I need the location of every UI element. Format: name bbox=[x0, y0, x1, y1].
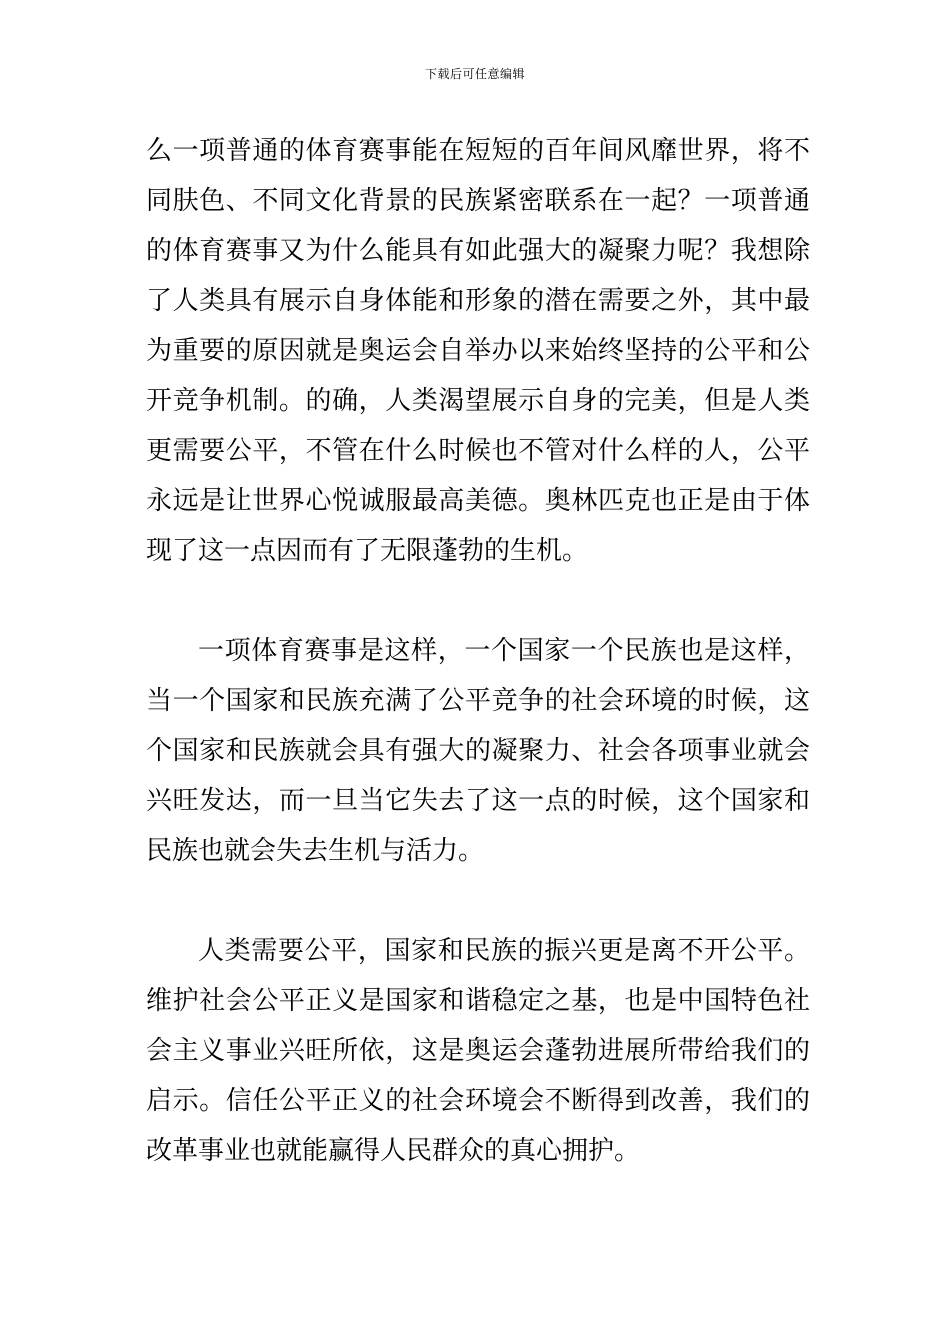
paragraph-1: 么一项普通的体育赛事能在短短的百年间风靡世界，将不同肤色、不同文化背景的民族紧密联系在一起？一项普通的体育赛事又为什么能具有如此强大的凝聚力呢？我想除了人类具有展示自身体能和形象的潜在需要之外，其中最为重要的原因就是奥运会自举办以来始终坚持的公平和公开竞争机制。的确，人类渴望展示自身的完美，但是人类更需要公平，不管在什么时候也不管对什么样的人，公平永远是让世界心悦诚服最高美德。奥林匹克也正是由于体现了这一点因而有了无限蓬勃的生机。 bbox=[146, 136, 810, 566]
paragraph-2: 一项体育赛事是这样，一个国家一个民族也是这样，当一个国家和民族充满了公平竞争的社会环境的时候，这个国家和民族就会具有强大的凝聚力、社会各项事业就会兴旺发达，而一旦当它失去了这一点的时候，这个国家和民族也就会失去生机与活力。 bbox=[146, 636, 810, 866]
page-header: 下载后可任意编辑 bbox=[424, 67, 525, 81]
document-body bbox=[146, 126, 810, 1176]
paragraph-spacer bbox=[146, 876, 810, 926]
paragraph-spacer bbox=[146, 576, 810, 626]
paragraph-3: 人类需要公平，国家和民族的振兴更是离不开公平。维护社会公平正义是国家和谐稳定之基，也是中国特色社会主义事业兴旺所依，这是奥运会蓬勃进展所带给我们的启示。信任公平正义的社会环境会不断得到改善，我们的改革事业也就能赢得人民群众的真心拥护。 bbox=[146, 936, 810, 1166]
